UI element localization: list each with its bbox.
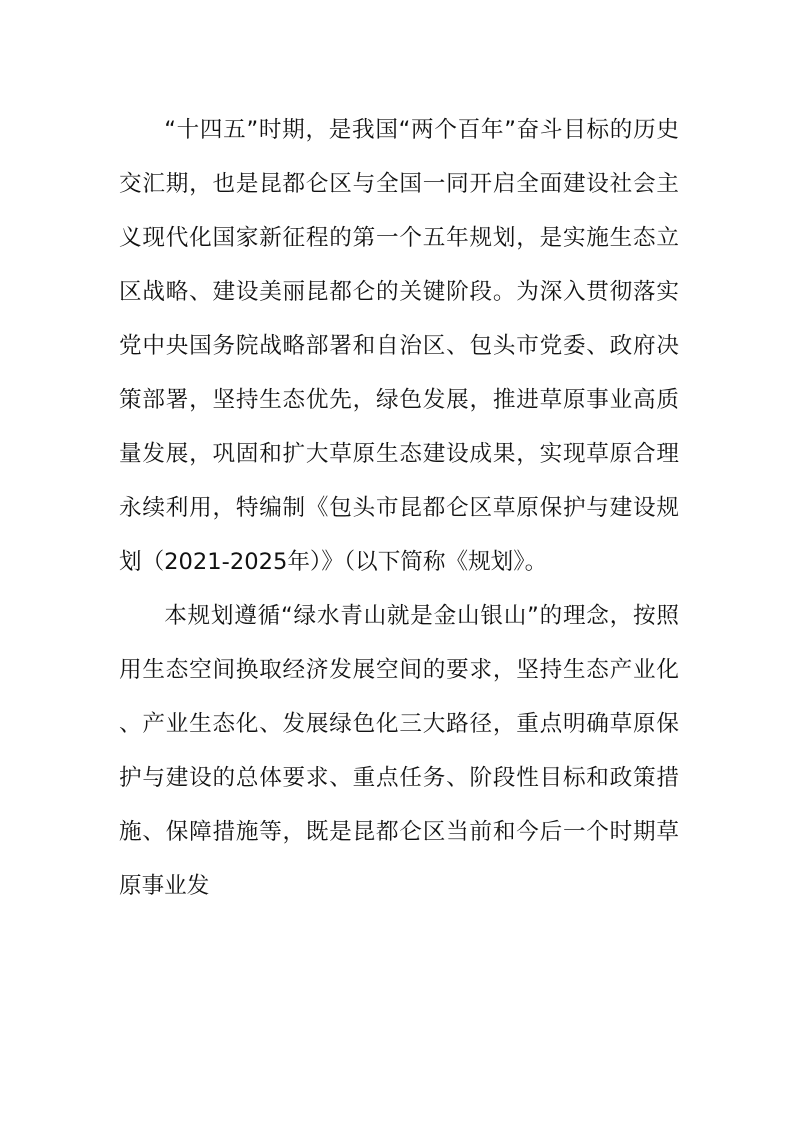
paragraph-principles: 本规划遵循“绿水青山就是金山银山”的理念，按照用生态空间换取经济发展空间的要求，坚持生态产业化、产业生态化、发展绿色化三大路径，重点明确草原保护与建设的总体要求、重点任务、阶段性目标和政策措施、保障措施等，既是昆都仑区当前和今后一个时期草原事业发 (119, 603, 679, 899)
paragraph-intro: “十四五”时期，是我国“两个百年”奋斗目标的历史交汇期，也是昆都仑区与全国一同开启全面建设社会主义现代化国家新征程的第一个五年规划，是实施生态立区战略、建设美丽昆都仑的关键阶段。为深入贯彻落实党中央国务院战略部署和自治区、包头市党委、政府决策部署，坚持生态优先，绿色发展，推进草原事业高质量发展，巩固和扩大草原生态建设成果，实现草原合理永续利用，特编制《包头市昆都仑区草原保护与建设规划（2021-2025年）》（以下简称《规划》。 (119, 117, 679, 575)
document-body (119, 103, 679, 913)
